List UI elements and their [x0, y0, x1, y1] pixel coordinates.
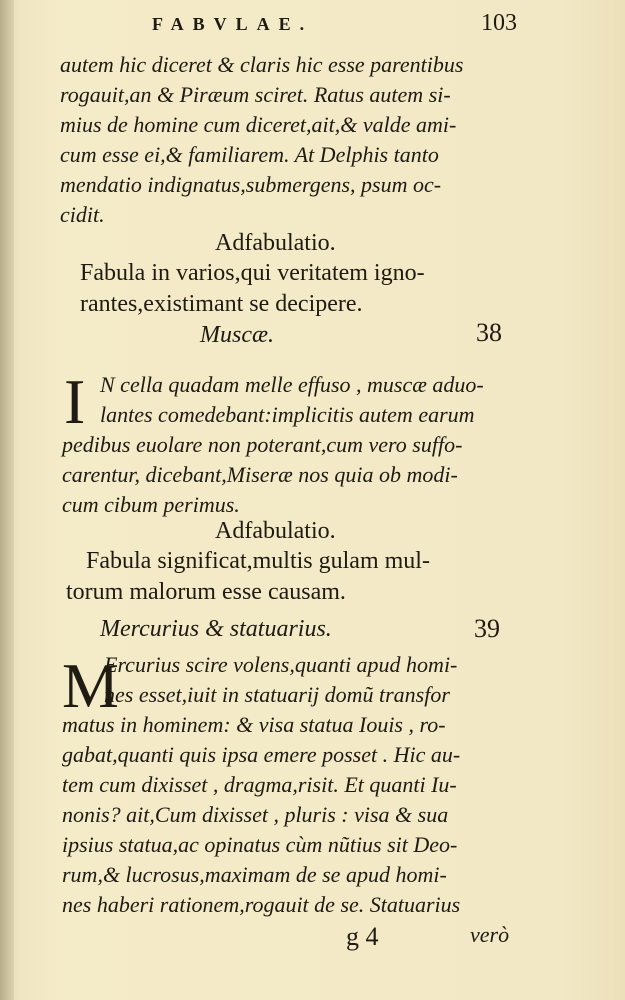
- page-number: 103: [481, 10, 517, 36]
- signature-mark: g 4: [346, 922, 379, 951]
- drop-capital: I: [64, 366, 86, 437]
- text-line: mendatio indignatus,submergens, psum oc-: [60, 172, 442, 197]
- fable-number: 38: [476, 318, 502, 347]
- fable-38-text: [62, 366, 517, 520]
- text-line: nonis? ait,Cum dixisset , pluris : visa & sua: [62, 802, 449, 827]
- moral-text: [80, 258, 535, 320]
- text-line: cidit.: [60, 202, 105, 227]
- moral-heading: Adfabulatio.: [215, 518, 336, 544]
- moral-text: [66, 546, 541, 608]
- text-line: rogauit,an & Piræum sciret. Ratus autem si-: [60, 82, 451, 107]
- text-line: autem hic diceret & claris hic esse parentibus: [60, 52, 464, 77]
- text-line: N cella quadam melle effuso , muscæ aduo-: [100, 372, 484, 397]
- binding-gutter: [0, 0, 14, 1000]
- fable-39-text: [62, 650, 517, 920]
- text-line: cum cibum perimus.: [62, 492, 240, 517]
- text-line: Ercurius scire volens,quanti apud homi-: [104, 652, 458, 677]
- moral-heading: Adfabulatio.: [215, 230, 336, 256]
- fable-number: 39: [474, 614, 500, 643]
- text-line: mius de homine cum diceret,ait,& valde ami-: [60, 112, 457, 137]
- text-line: pedibus euolare non poterant,cum vero suffo-: [62, 432, 463, 457]
- text-line: rum,& lucrosus,maximam de se apud homi-: [62, 862, 447, 887]
- moral-line: rantes,existimant se decipere.: [80, 291, 363, 317]
- moral-line: Fabula significat,multis gulam mul-: [86, 548, 430, 574]
- fable-title: Mercurius & statuarius.: [100, 616, 332, 642]
- moral-line: Fabula in varios,qui veritatem igno-: [80, 260, 425, 286]
- text-line: nes haberi rationem,rogauit de se. Statuarius: [62, 892, 461, 917]
- text-line: carentur, dicebant,Miseræ nos quia ob modi-: [62, 462, 458, 487]
- text-line: matus in hominem: & visa statua Iouis , ro-: [62, 712, 446, 737]
- fable-title: Muscæ.: [200, 322, 274, 348]
- running-title: FABVLAE.: [152, 14, 314, 34]
- text-line: nes esset,iuit in statuarij domũ transfor: [104, 682, 450, 707]
- moral-line: torum malorum esse causam.: [66, 579, 346, 605]
- catchword: verò: [470, 922, 510, 947]
- text-line: lantes comedebant:implicitis autem earum: [100, 402, 475, 427]
- text-line: gabat,quanti quis ipsa emere posset . Hic au-: [62, 742, 461, 767]
- drop-capital: M: [62, 650, 119, 721]
- text-line: cum esse ei,& familiarem. At Delphis tanto: [60, 142, 439, 167]
- fable-37-text: [60, 50, 515, 230]
- text-line: tem cum dixisset , dragma,risit. Et quanti Iu-: [62, 772, 457, 797]
- text-line: ipsius statua,ac opinatus cùm nũtius sit Deo-: [62, 832, 458, 857]
